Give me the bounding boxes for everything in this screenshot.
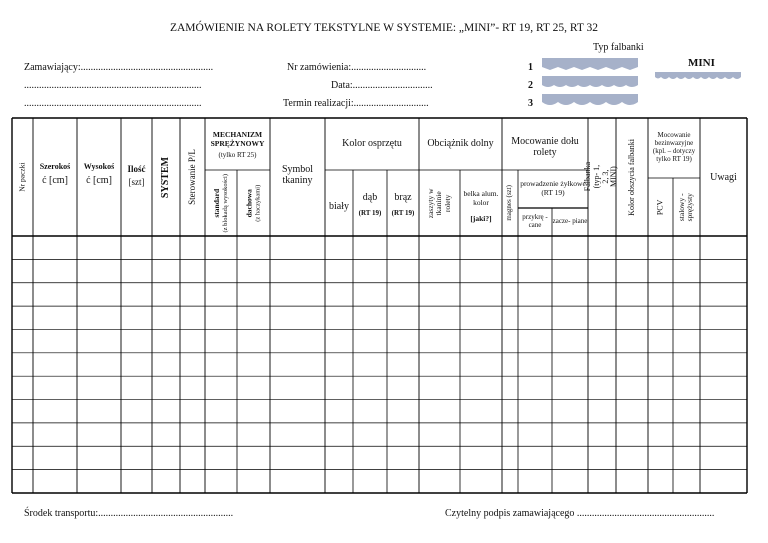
col-magnes: magnes (szt)	[505, 185, 514, 221]
col-symbol-tkaniny: Symbol tkaniny	[281, 163, 314, 186]
data-field[interactable]: Data:................................	[331, 80, 433, 91]
col-wysokosc-unit: ć [cm]	[86, 175, 112, 187]
col-obciaznik: Obciążnik dolny	[427, 138, 494, 150]
col-ilosc: Ilość	[127, 163, 146, 174]
col-mocowanie-dolu: Mocowanie dołu rolety	[511, 135, 579, 158]
col-zaczepiane: zacze- piane	[552, 216, 588, 225]
col-wysokosc: Wysokoś	[83, 162, 115, 172]
col-prowadzenie: prowadzenie żyłkowe (RT 19)	[520, 179, 586, 197]
col-system: SYSTEM	[160, 156, 172, 198]
col-kolor-obszycia: Kolor obszycia falbanki	[626, 138, 636, 216]
typ-falbanki-label: Typ falbanki	[593, 42, 644, 53]
mini-label: MINI	[688, 57, 715, 69]
zamawiajacy-line-2[interactable]: .......................................................................	[24, 80, 202, 91]
col-mechanizm: MECHANIZM SPRĘŻYNOWY	[210, 130, 265, 148]
col-dab-sub: (RT 19)	[358, 208, 382, 217]
col-bialy: biały	[329, 201, 349, 213]
col-przykrecane: przykrę -cane	[522, 212, 548, 229]
falbanka-number-1: 1	[528, 62, 533, 73]
col-belka: belka alum. kolor	[463, 189, 499, 207]
col-sterowanie: Sterowanie P/L	[186, 149, 197, 205]
col-belka-sub: [jaki?]	[470, 213, 492, 223]
col-uwagi: Uwagi	[710, 172, 737, 184]
col-standard: standard (z blokadą wysokości)	[211, 173, 230, 233]
col-dachowa: dachowa (z haczykami)	[244, 184, 262, 222]
srodek-transportu-field[interactable]: Środek transportu:......................................................	[24, 508, 234, 519]
col-stalowy: stalowy - sprężysty	[677, 192, 695, 222]
col-nr-paczki: Nr paczki	[17, 162, 27, 192]
col-falbanka: Falbanka (typ- 1, 2, 3, MINI)	[583, 162, 619, 192]
col-braz: brąz	[394, 192, 412, 204]
col-dab: dąb	[362, 192, 378, 204]
col-pcv: PCV	[655, 199, 665, 215]
col-ilosc-unit: [szt]	[128, 176, 145, 187]
podpis-field[interactable]: Czytelny podpis zamawiającego .......................................................	[445, 508, 715, 519]
falbanka-number-3: 3	[528, 98, 533, 109]
falbanka-number-2: 2	[528, 80, 533, 91]
nr-zamowienia-field[interactable]: Nr zamówienia:..............................	[287, 62, 427, 73]
col-zaszyty: zaszyty w tkaninie rolety	[426, 188, 452, 218]
col-szerokosc: Szerokoś	[39, 162, 71, 172]
col-kolor-osprzetu: Kolor osprzętu	[342, 138, 402, 150]
col-mocowanie-bezinwazyjne: Mocowanie bezinwazyjne (kpl. – dotyczy tylko RT 19)	[652, 130, 696, 164]
zamawiajacy-field[interactable]: Zamawiający:.....................................................	[24, 62, 214, 73]
form-title: ZAMÓWIENIE NA ROLETY TEKSTYLNE W SYSTEMIE: „MINI”- RT 19, RT 25, RT 32	[169, 22, 599, 34]
col-szerokosc-unit: ć [cm]	[42, 175, 68, 187]
col-mechanizm-sub: (tylko RT 25)	[218, 150, 257, 159]
termin-field[interactable]: Termin realizacji:..............................	[283, 98, 429, 109]
col-braz-sub: (RT 19)	[391, 208, 415, 217]
zamawiajacy-line-3[interactable]: .......................................................................	[24, 98, 202, 109]
